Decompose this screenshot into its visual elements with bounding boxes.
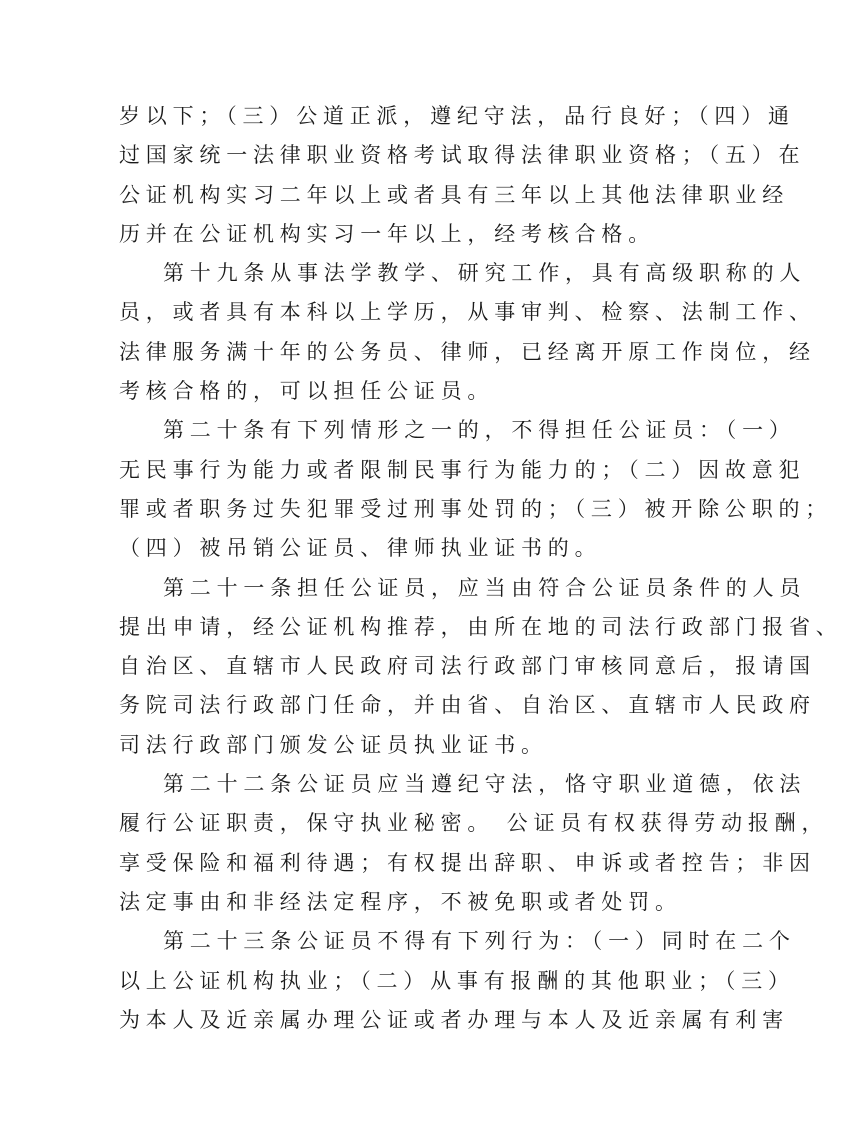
paragraph-line: 岁以下；（三）公道正派，遵纪守法，品行良好；（四）通 [119, 104, 795, 128]
paragraph-line: 享受保险和福利待遇；有权提出辞职、申诉或者控告；非因 [119, 850, 816, 875]
paragraph-line: 为本人及近亲属办理公证或者办理与本人及近亲属有利害 [119, 1007, 789, 1032]
article-20-first-line: 第二十条有下列情形之一的，不得担任公证员：（一） [163, 418, 796, 443]
paragraph-line: 员，或者具有本科以上学历，从事审判、检察、法制工作、 [119, 300, 816, 325]
paragraph-line: 司法行政部门颁发公证员执业证书。 [119, 732, 548, 757]
paragraph-line: 无民事行为能力或者限制民事行为能力的；（二）因故意犯 [119, 457, 806, 482]
paragraph-line: 考核合格的，可以担任公证员。 [119, 379, 495, 404]
paragraph-line: 务院司法行政部门任命，并由省、自治区、直辖市人民政府 [119, 693, 816, 718]
paragraph-line: 过国家统一法律职业资格考试取得法律职业资格；（五）在 [119, 143, 806, 168]
paragraph-line: 履行公证职责，保守执业秘密。 公证员有权获得劳动报酬， [119, 811, 829, 836]
paragraph-line: 自治区、直辖市人民政府司法行政部门审核同意后，报请国 [119, 654, 816, 679]
article-19-first-line: 第十九条从事法学教学、研究工作，具有高级职称的人 [163, 261, 807, 286]
document-page [119, 97, 843, 1040]
paragraph-line: 以上公证机构执业；（二）从事有报酬的其他职业；（三） [119, 968, 795, 993]
paragraph-line: 公证机构实习二年以上或者具有三年以上其他法律职业经 [119, 182, 789, 207]
paragraph-line: （四）被吊销公证员、律师执业证书的。 [119, 536, 602, 561]
article-21-first-line: 第二十一条担任公证员，应当由符合公证员条件的人员 [163, 575, 807, 600]
article-23-first-line: 第二十三条公证员不得有下列行为：（一）同时在二个 [163, 929, 796, 954]
paragraph-line: 提出申请，经公证机构推荐，由所在地的司法行政部门报省、 [119, 614, 843, 639]
article-22-first-line: 第二十二条公证员应当遵纪守法，恪守职业道德，依法 [163, 772, 807, 797]
paragraph-line: 法律服务满十年的公务员、律师，已经离开原工作岗位，经 [119, 339, 816, 364]
paragraph-line: 历并在公证机构实习一年以上，经考核合格。 [119, 221, 655, 246]
paragraph-line: 罪或者职务过失犯罪受过刑事处罚的；（三）被开除公职的； [119, 496, 833, 521]
paragraph-line: 法定事由和非经法定程序，不被免职或者处罚。 [119, 889, 682, 914]
